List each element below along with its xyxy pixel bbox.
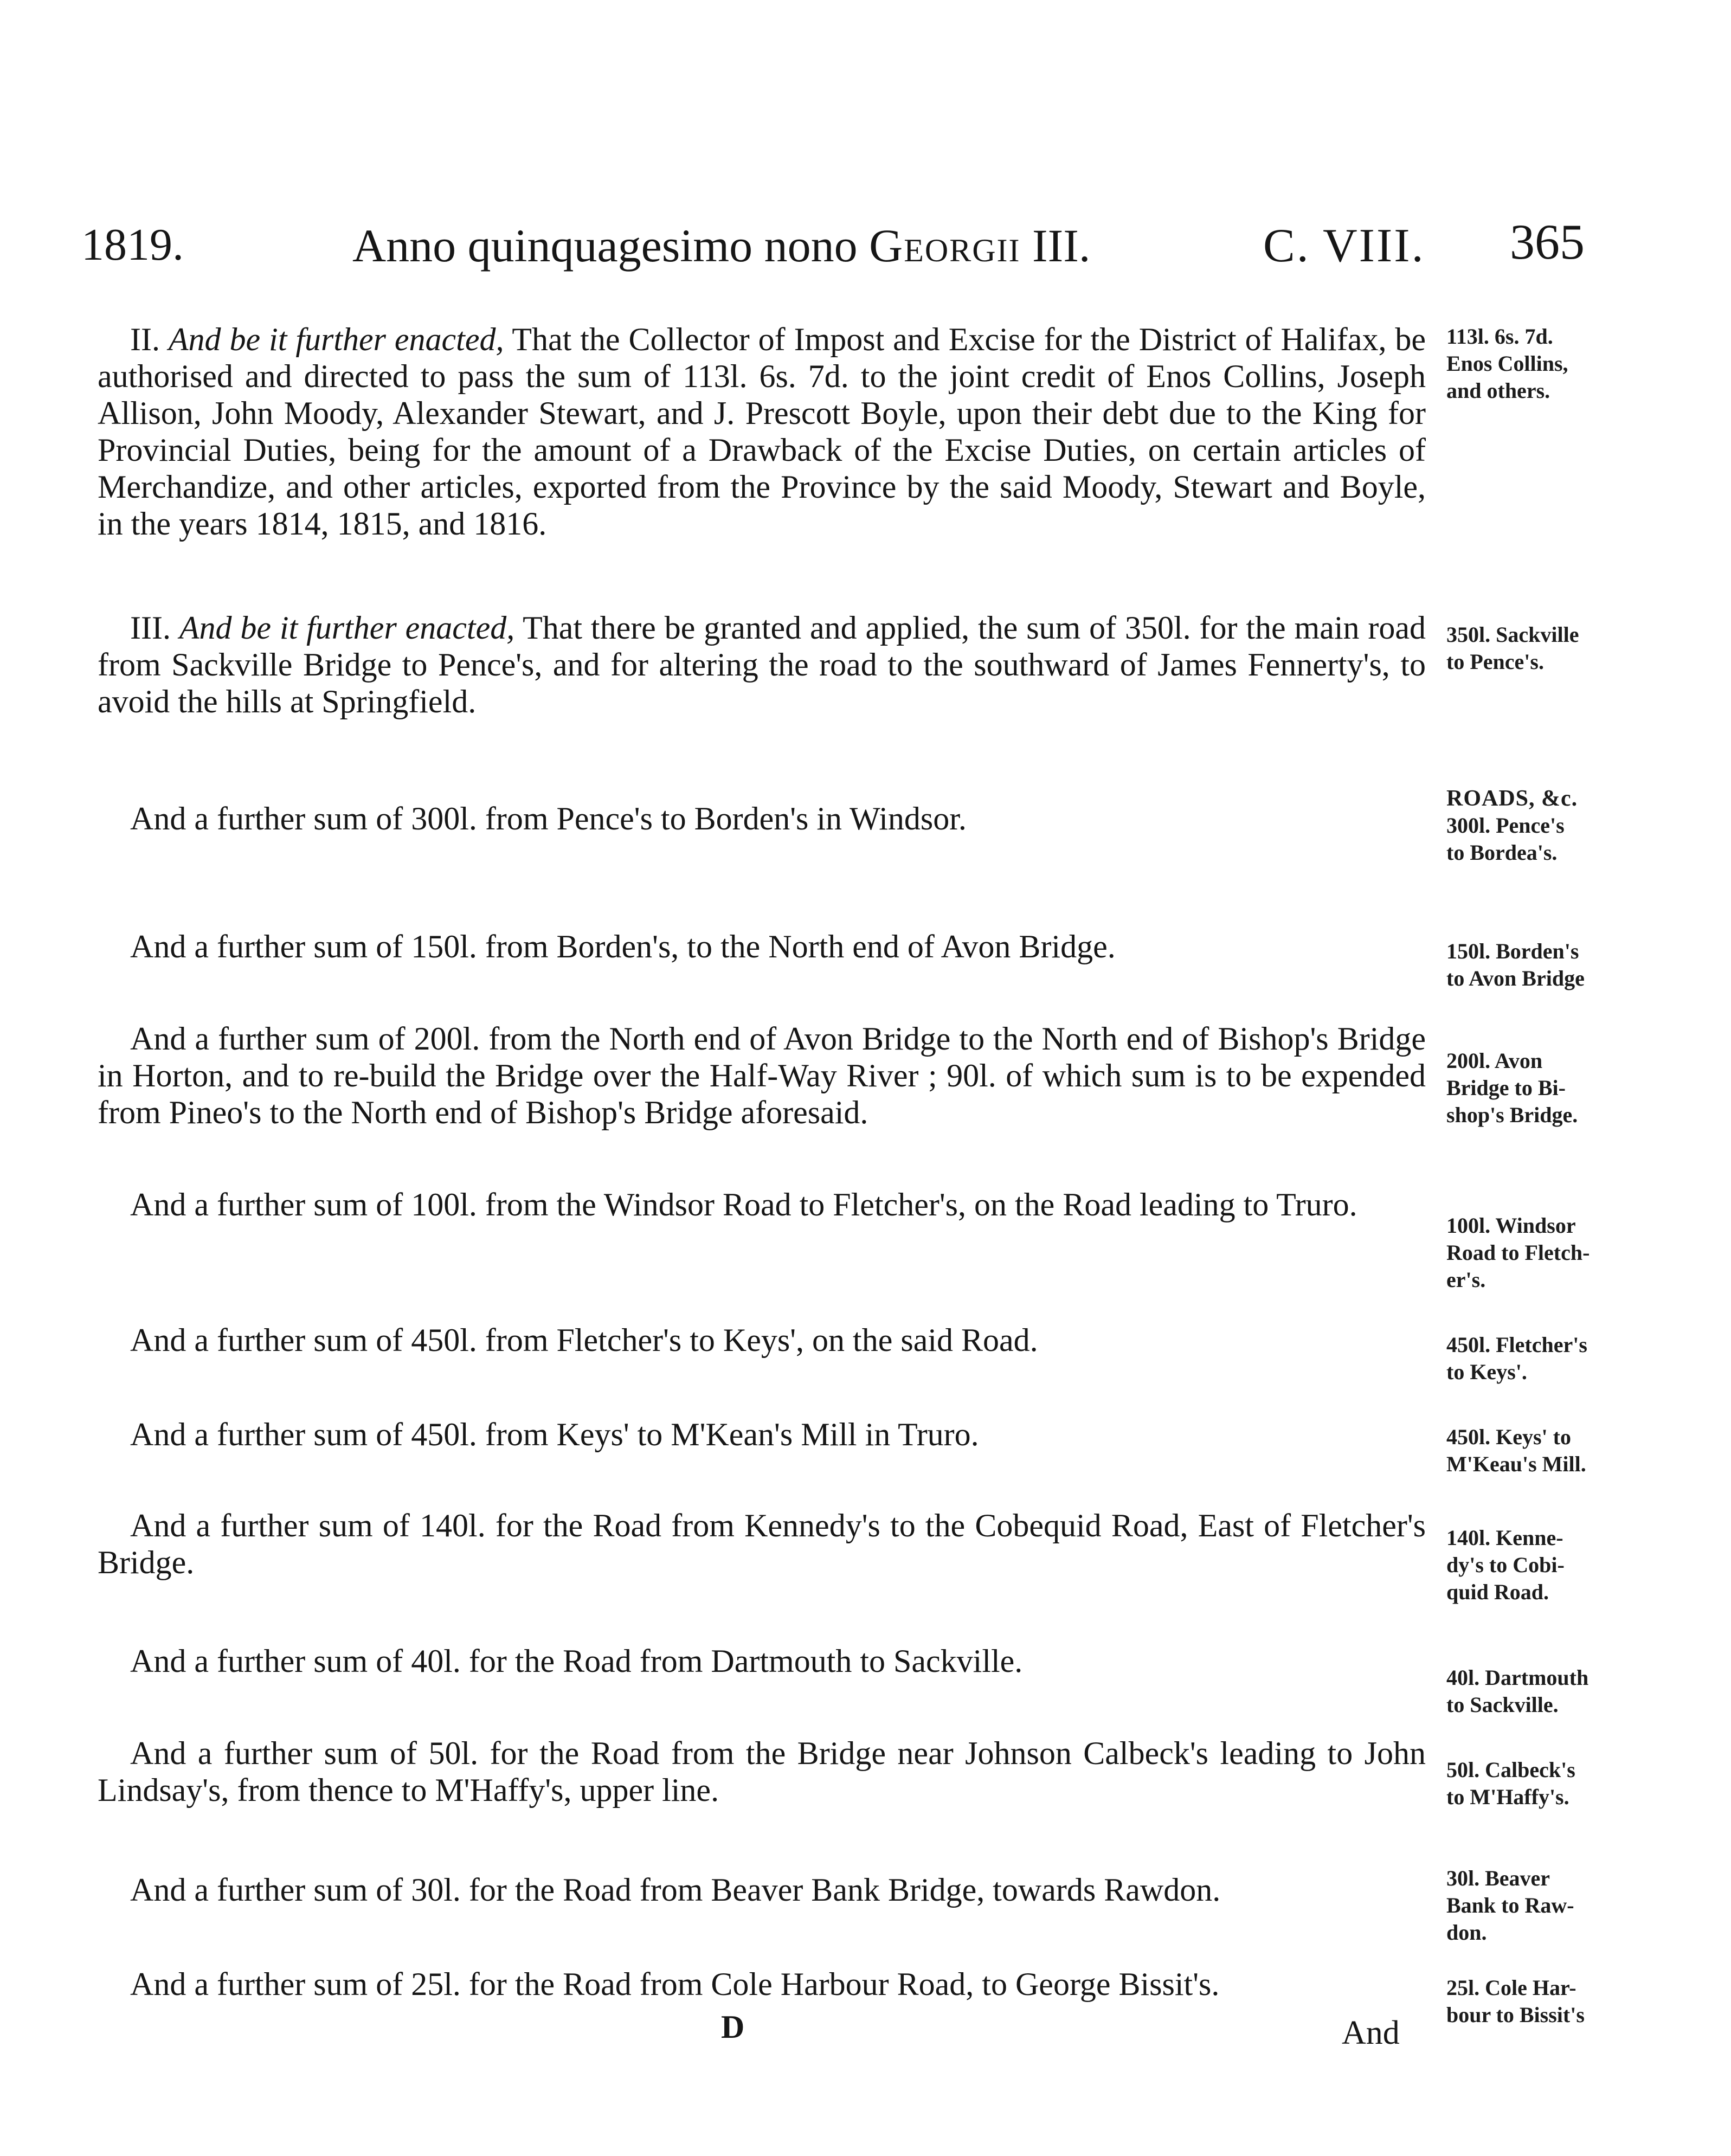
margin-note-kennedys xyxy=(1446,1524,1620,1606)
header-chapter: C. VIII. xyxy=(1263,220,1425,272)
section-lead: II. xyxy=(130,321,160,357)
margin-note-line: 200l. Avon xyxy=(1446,1048,1543,1073)
signature-mark: D xyxy=(721,2009,745,2045)
margin-note-line: to Pence's. xyxy=(1446,649,1544,674)
grant-calbecks-mhaffys: And a further sum of 50l. for the Road from the Bridge near Johnson Calbeck's leading to John Lindsay's, from thence to M'Haffy's, upper line. xyxy=(98,1735,1426,1808)
grant-dartmouth-sackville: And a further sum of 40l. for the Road from Dartmouth to Sackville. xyxy=(130,1643,1023,1679)
enacting-clause: And be it further enacted, xyxy=(168,321,504,357)
enacting-clause: And be it further enacted, xyxy=(179,610,515,646)
margin-note-line: to Bordea's. xyxy=(1446,840,1558,865)
margin-note-line: 50l. Calbeck's xyxy=(1446,1758,1575,1782)
grant-avon-bishops: And a further sum of 200l. from the North end of Avon Bridge to the North end of Bishop's Bridge in Horton, and to re-build the Bridge over the Half-Way River ; 90l. of which sum is to be expended from Pineo's to the North end of Bishop's Bridge aforesaid. xyxy=(98,1021,1426,1130)
margin-note-line: 350l. Sackville xyxy=(1446,622,1579,647)
grant-windsor-fletchers: And a further sum of 100l. from the Windsor Road to Fletcher's, on the Road leading to Truro. xyxy=(130,1187,1357,1222)
margin-note-line: Road to Fletch- xyxy=(1446,1240,1590,1265)
margin-note-calbecks xyxy=(1446,1756,1620,1811)
margin-note-line: to Sackville. xyxy=(1446,1692,1559,1717)
section-2 xyxy=(98,321,1426,542)
margin-note-beaver xyxy=(1446,1865,1620,1946)
margin-note-line: 450l. Fletcher's xyxy=(1446,1333,1587,1357)
margin-note-line: Enos Collins, xyxy=(1446,351,1568,376)
grant-beaver-bank: And a further sum of 30l. for the Road from Beaver Bank Bridge, towards Rawdon. xyxy=(130,1872,1221,1908)
margin-note-line: Bridge to Bi- xyxy=(1446,1076,1566,1100)
margin-note-line: 25l. Cole Har- xyxy=(1446,1975,1576,2000)
margin-note-line: 40l. Dartmouth xyxy=(1446,1665,1589,1690)
catchword: And xyxy=(1342,2015,1400,2051)
section-text: That there be granted and applied, the sum of 350l. for the main road from Sackville Bridge to Pence's, and for altering the road to the southward of James Fennerty's, to avoid the hills at Springfield. xyxy=(98,610,1426,719)
margin-note-cole-harbour xyxy=(1446,1974,1620,2029)
section-lead: III. xyxy=(130,610,171,646)
margin-note-line: 100l. Windsor xyxy=(1446,1213,1576,1238)
margin-note-dartmouth xyxy=(1446,1664,1620,1719)
margin-note-collins xyxy=(1446,323,1620,404)
grant-kennedys-cobequid: And a further sum of 140l. for the Road from Kennedy's to the Cobequid Road, East of Fletcher's Bridge. xyxy=(98,1508,1426,1580)
margin-note-fletchers xyxy=(1446,1331,1620,1386)
header-year: 1819. xyxy=(81,220,184,270)
grant-fletchers-keys: And a further sum of 450l. from Fletcher's to Keys', on the said Road. xyxy=(130,1322,1038,1358)
margin-note-line: 113l. 6s. 7d. xyxy=(1446,324,1553,349)
margin-note-windsor xyxy=(1446,1212,1620,1293)
margin-note-line: M'Keau's Mill. xyxy=(1446,1452,1586,1476)
header-title-suffix: III. xyxy=(1020,220,1091,272)
header-page-number: 365 xyxy=(1510,214,1585,269)
grant-cole-harbour: And a further sum of 25l. for the Road from Cole Harbour Road, to George Bissit's. xyxy=(130,1966,1220,2002)
margin-note-keys xyxy=(1446,1424,1620,1478)
margin-note-sackville xyxy=(1446,621,1620,675)
section-3 xyxy=(98,609,1426,720)
margin-note-pences xyxy=(1446,785,1620,866)
margin-note-line: 30l. Beaver xyxy=(1446,1866,1550,1890)
margin-note-line: don. xyxy=(1446,1920,1487,1945)
margin-note-line: er's. xyxy=(1446,1267,1486,1292)
margin-note-avon xyxy=(1446,1047,1620,1129)
margin-note-line: 150l. Borden's xyxy=(1446,939,1579,963)
margin-note-line: bour to Bissit's xyxy=(1446,2003,1585,2027)
margin-note-line: dy's to Cobi- xyxy=(1446,1553,1565,1577)
header-title xyxy=(352,220,1091,272)
section-text: That the Collector of Impost and Excise for the District of Halifax, be authorised and directed to pass the sum of 113l. 6s. 7d. to the joint credit of Enos Collins, Joseph Allison, John Moody, Alexander Stewart, and J. Prescott Boyle, upon their debt due to the King for Provincial Duties, being for the amount of a Drawback of the Excise Duties, on certain articles of Merchandize, and other articles, exported from the Province by the said Moody, Stewart and Boyle, in the years 1814, 1815, and 1816. xyxy=(98,321,1426,542)
grant-keys-mkeans: And a further sum of 450l. from Keys' to M'Kean's Mill in Truro. xyxy=(130,1417,979,1452)
margin-note-line: to Avon Bridge xyxy=(1446,966,1585,990)
margin-note-heading: ROADS, &c. xyxy=(1446,786,1578,811)
margin-note-line: 300l. Pence's xyxy=(1446,813,1565,838)
margin-note-line: 140l. Kenne- xyxy=(1446,1526,1563,1550)
header-title-prefix: Anno quinquagesimo nono xyxy=(352,220,870,272)
grant-pences-bordens: And a further sum of 300l. from Pence's to Borden's in Windsor. xyxy=(130,801,967,836)
margin-note-line: 450l. Keys' to xyxy=(1446,1425,1571,1449)
margin-note-line: to Keys'. xyxy=(1446,1360,1527,1384)
margin-note-line: shop's Bridge. xyxy=(1446,1103,1578,1127)
margin-note-line: quid Road. xyxy=(1446,1580,1549,1604)
grant-bordens-avon: And a further sum of 150l. from Borden's, to the North end of Avon Bridge. xyxy=(130,929,1116,964)
margin-note-line: to M'Haffy's. xyxy=(1446,1785,1569,1809)
margin-note-bordens xyxy=(1446,938,1620,992)
margin-note-line: Bank to Raw- xyxy=(1446,1893,1574,1917)
header-title-king: Georgii xyxy=(869,220,1021,272)
margin-note-line: and others. xyxy=(1446,378,1550,403)
